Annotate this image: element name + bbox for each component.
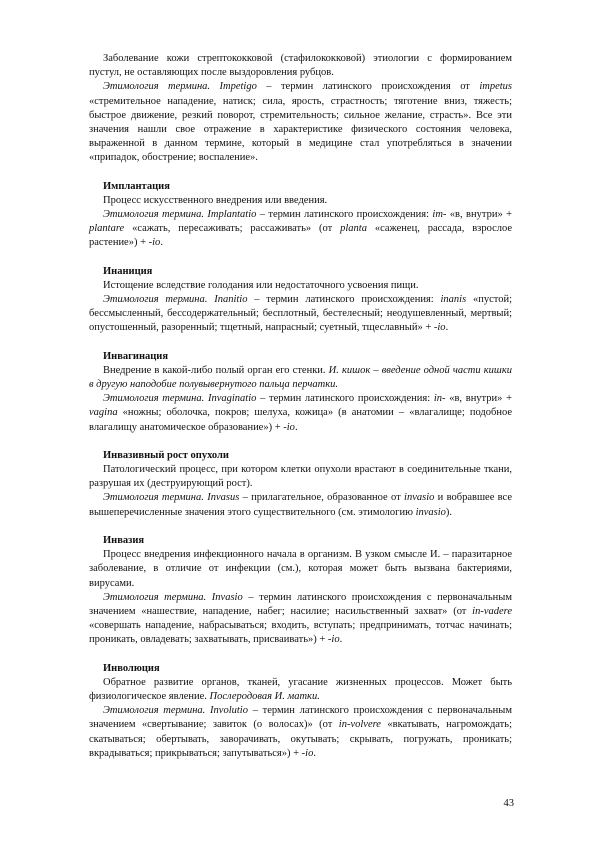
definition-text: Патологический процесс, при котором клетки опухоли врастают в соединительные ткани, разрушая их (деструирующий рост).: [89, 464, 512, 490]
etym-fragment: – прилагательное, образованное от: [239, 492, 405, 504]
etym-fragment: ).: [445, 506, 453, 518]
term-heading: Имплантация: [103, 180, 170, 192]
etym-fragment: – термин латинского происхождения с первоначальным значением «нашествие, нападение, набег; насилие; насильственный захват» (от: [89, 591, 512, 617]
etymology-text: [89, 293, 512, 336]
term-heading: Инвазивный рост опухоли: [103, 449, 229, 461]
etymology-label: Этимология термина.: [103, 81, 211, 93]
latin-word: -io: [283, 421, 295, 433]
etymology-label: Этимология термина.: [103, 393, 205, 405]
etym-fragment: «пустой; бессмысленный, бессодержательный; бесплотный, бестелесный; неодушевленный, мертвый; опустошенный, разоренный; тщетный, напрасный; суетный, тщеславный» +: [89, 294, 513, 334]
term-heading: Инвазия: [103, 534, 145, 546]
example-note: Послеродовая И. матки.: [209, 690, 320, 702]
etymology-text: [89, 392, 512, 435]
etym-fragment: «совершать нападение, набрасываться; входить, вступать; предпринимать, тотчас начинать; проникать, овладевать; захватывать, присваивать») +: [89, 620, 512, 646]
latin-word: invasio: [404, 492, 435, 504]
etym-fragment: .: [160, 237, 163, 249]
example-note: И. кишок – введение одной части кишки в другую наподобие полувывернутого пальца перчатки.: [89, 364, 512, 391]
etymology-text: [89, 208, 512, 251]
etymology-text: [89, 491, 512, 519]
etym-fragment: – термин латинского происхождения с первоначальным значением «свертывание; завиток (о волосах)» (от: [89, 705, 512, 731]
entry-involution: [89, 662, 512, 761]
entry-impetigo: [89, 52, 512, 166]
latin-term: Implantatio: [207, 209, 257, 221]
definition-text: Заболевание кожи стрептококковой (стафилококковой) этиологии с формированием пустул, не оставляющих после выздоровления рубцов.: [89, 53, 512, 79]
entry-invagination: [89, 350, 512, 435]
entry-invasive-growth: [89, 449, 512, 520]
latin-word: invasio: [415, 506, 446, 518]
latin-term: Invasio: [211, 591, 243, 603]
definition-text: Истощение вследствие голодания или недостаточного усвоения пищи.: [103, 279, 419, 291]
etymology-label: Этимология термина.: [103, 591, 207, 603]
latin-word: -io: [433, 322, 446, 334]
latin-term: Involutio: [210, 705, 248, 717]
latin-word: im-: [432, 209, 447, 221]
definition-text: Процесс искусственного внедрения или введения.: [103, 194, 328, 206]
etym-fragment: .: [339, 634, 343, 646]
etym-fragment: – термин латинского происхождения:: [256, 393, 434, 405]
etym-fragment: – термин латинского происхождения:: [247, 294, 441, 306]
page-number: 43: [503, 798, 514, 809]
page-body: [89, 52, 512, 761]
latin-word: -io: [148, 237, 161, 249]
etym-fragment: .: [313, 747, 316, 759]
latin-word: plantare: [89, 223, 125, 235]
entry-implantation: [89, 180, 512, 251]
etymology-label: Этимология термина.: [103, 294, 208, 306]
term-heading: Инволюция: [103, 662, 160, 674]
etymology-label: Этимология термина.: [103, 209, 204, 221]
entry-inanition: [89, 265, 512, 336]
entry-invasion: [89, 534, 512, 648]
latin-word: impetus: [479, 81, 513, 93]
latin-word: -io: [327, 634, 340, 646]
etymology-label: Этимология термина.: [103, 705, 206, 717]
etymology-label: Этимология термина.: [103, 492, 204, 504]
etym-fragment: «вкатывать, нагромождать; скатываться; обертывать, заворачивать, окутывать; скрывать, погружать, проникать; вкрадываться; прикрываться; запутываться») +: [89, 719, 512, 759]
etym-fragment: «стремительное нападение, натиск; сила, ярость, страстность; тяготение вниз, тяжесть; быстрое движение, резкий поворот, стремительность; сильное желание, страсть». Все эти значения нашли свое отражение в характеристике физического состояния человека, выраженной в данном термине, который в медицине стал употребляться в значении «припадок, обострение; воспаление».: [89, 95, 512, 164]
latin-term: Invaginatio: [207, 393, 257, 405]
definition-text: [89, 364, 512, 392]
definition-fragment: Обратное развитие органов, тканей, угасание жизненных процессов. Может быть физиологическое явление.: [89, 676, 512, 702]
latin-word: in-volvere: [338, 719, 381, 731]
latin-term: Invasus: [207, 492, 240, 504]
latin-word: in-: [433, 393, 446, 405]
etym-fragment: и вобравшее все вышеперечисленные значения этого существительного (см. этимологию: [89, 492, 513, 518]
term-heading: Инаниция: [103, 265, 153, 277]
definition-fragment: Внедрение в какой-либо полый орган его стенки.: [103, 364, 329, 376]
etym-fragment: «в, внутри» +: [445, 393, 513, 405]
etym-fragment: – термин латинского происхождения от: [256, 81, 480, 93]
etym-fragment: – термин латинского происхождения:: [256, 209, 433, 221]
definition-text: Процесс внедрения инфекционного начала в организм. В узком смысле И. – паразитарное заболевание, в отличие от инфекции (см.), которая может быть вызвана бактериями, вирусами.: [89, 549, 512, 589]
latin-word: inanis: [440, 294, 467, 306]
etym-fragment: «саженец, рассада, взрослое растение») +: [89, 223, 513, 249]
latin-word: in-vadere: [472, 605, 512, 617]
etym-fragment: «сажать, пересаживать; рассаживать» (от: [124, 223, 341, 235]
latin-word: vagina: [89, 407, 118, 419]
etym-fragment: «ножны; оболочка, покров; шелуха, кожица» (в анатомии – «влагалище; подобное влагалищу анатомическое образование») +: [89, 407, 512, 433]
definition-text: [89, 676, 512, 704]
etym-fragment: .: [294, 421, 298, 433]
latin-word: planta: [340, 223, 367, 235]
etymology-text: [89, 80, 512, 165]
etym-fragment: «в, внутри» +: [446, 209, 513, 221]
etymology-text: [89, 704, 512, 761]
latin-word: -io: [301, 747, 314, 759]
etymology-text: [89, 591, 512, 648]
term-heading: Инвагинация: [103, 350, 169, 362]
latin-term: Inanitio: [214, 294, 248, 306]
etym-fragment: .: [445, 322, 449, 334]
latin-term: Impetigo: [219, 81, 257, 93]
